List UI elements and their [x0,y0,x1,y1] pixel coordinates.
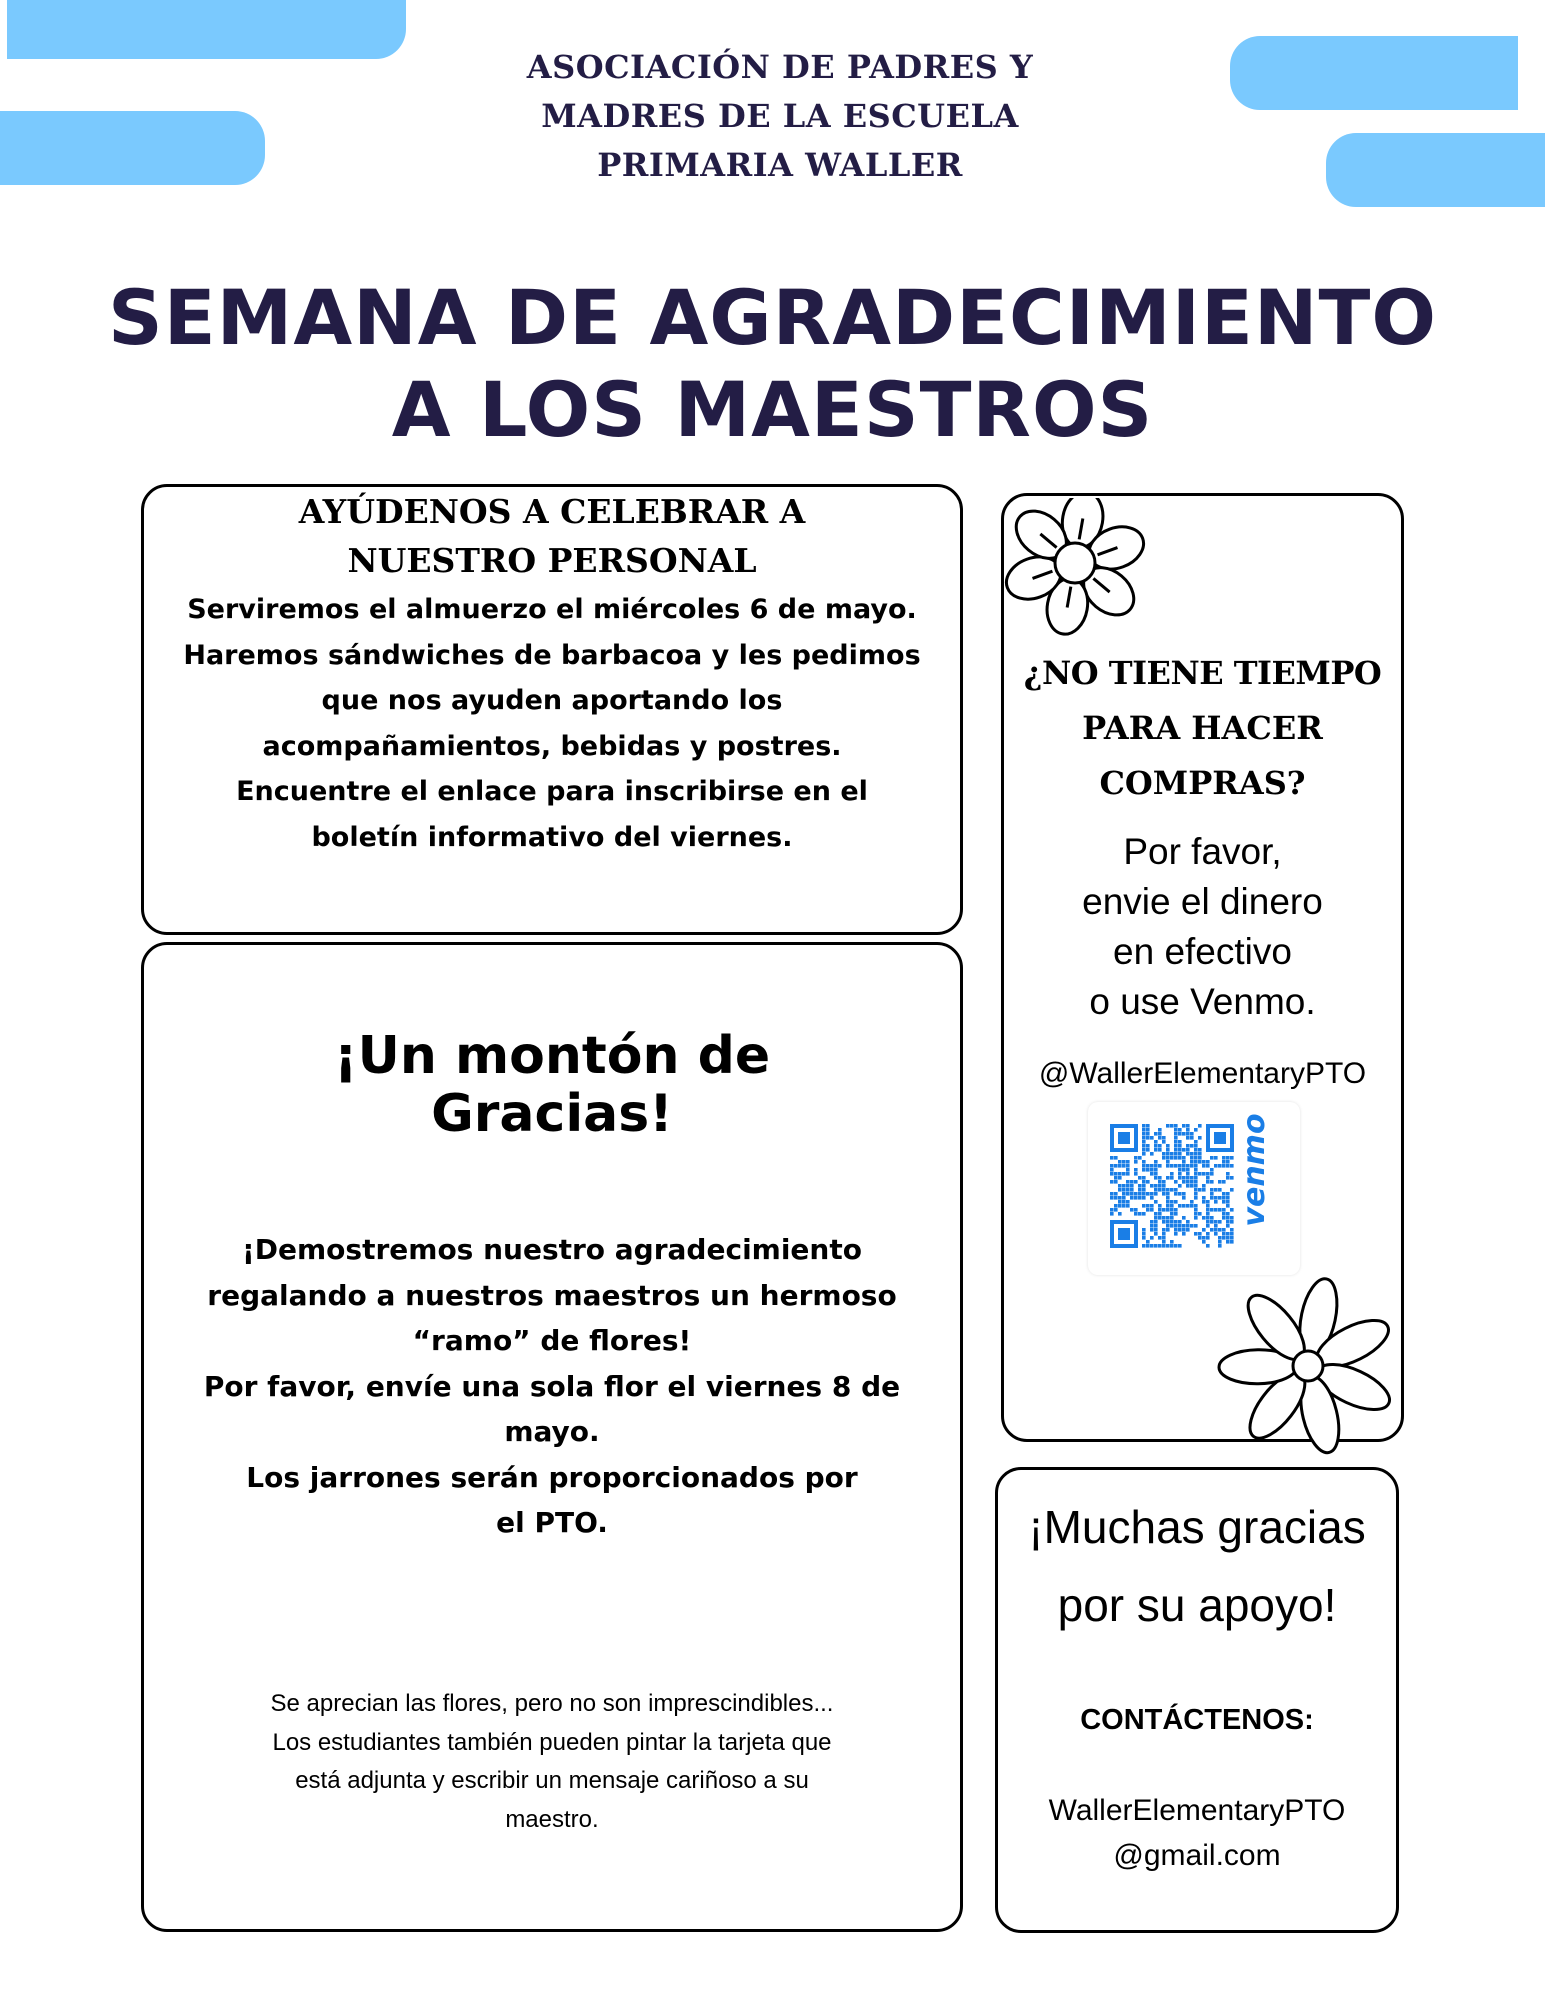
flowers-body-line: Los jarrones serán proporcionados por [246,1460,858,1494]
org-line: MADRES DE LA ESCUELA [541,97,1019,135]
flowers-body [144,1227,960,1546]
contact-email[interactable] [998,1788,1396,1878]
flower-center [1055,543,1095,583]
venmo-heading-line: COMPRAS? [1099,764,1306,802]
flowers-heading-line: Gracias! [431,1084,673,1144]
flower-outline-icon [1000,498,1150,648]
flowers-body-line: Por favor, envíe una sola flor el viernes 8 de [203,1369,901,1403]
flowers-body-line: ¡Demostremos nuestro agradecimiento [242,1233,862,1266]
org-line: ASOCIACIÓN DE PADRES Y [526,48,1034,86]
venmo-logo: venmo [1237,1113,1272,1227]
lunch-body-line: Haremos sándwiches de barbacoa y les pedimos [183,639,921,671]
flowers-note-line: Se aprecian las flores, pero no son imprescindibles... [270,1690,834,1717]
contact-label: CONTÁCTENOS: [1080,1704,1314,1736]
thanks-line: ¡Muchas gracias [1028,1501,1366,1553]
flowers-heading [144,1027,960,1143]
flowers-body-line: el PTO. [496,1506,608,1539]
lunch-body-line: boletín informativo del viernes. [311,821,793,853]
flowers-body-line: regalando a nuestros maestros un hermoso [207,1278,897,1312]
thanks-message [992,1488,1402,1644]
venmo-heading-line: PARA HACER [1082,709,1323,747]
page-title [60,272,1485,456]
email-line: WallerElementaryPTO [1048,1794,1346,1827]
lunch-heading-line: NUESTRO PERSONAL [347,541,757,580]
venmo-heading [998,646,1407,811]
org-line: PRIMARIA WALLER [597,146,963,184]
lunch-body-line: que nos ayuden aportando los [321,685,783,716]
organization-name [420,43,1140,190]
venmo-handle[interactable]: @WallerElementaryPTO [1038,1057,1367,1090]
flower-center [1293,1351,1323,1381]
flowers-note-line: está adjunta y escribir un mensaje cariñoso a su [295,1767,809,1794]
decor-bar-mid-right [1326,133,1545,207]
qr-code-icon [1110,1124,1234,1248]
decor-bar-mid-left [0,111,265,185]
venmo-body-line: en efectivo [1113,931,1292,972]
venmo-body-line: envie el dinero [1082,881,1323,922]
decor-bar-top-left [7,0,406,59]
lunch-body-line: acompañamientos, bebidas y postres. [262,730,842,762]
lunch-heading [144,487,960,585]
email-line: @gmail.com [1113,1839,1281,1872]
flowers-body-line: “ramo” de flores! [412,1324,692,1357]
flowers-heading-line: ¡Un montón de [333,1026,771,1086]
decor-bar-top-right [1230,36,1518,110]
flowers-info-box [141,942,963,1932]
lunch-info-box [141,484,963,935]
flowers-body-line: mayo. [504,1415,600,1448]
lunch-body-line: Serviremos el almuerzo el miércoles 6 de mayo. [187,594,917,625]
flower-outline-icon [1205,1268,1405,1468]
lunch-heading-line: AYÚDENOS A CELEBRAR A [298,492,806,531]
venmo-qr-card[interactable] [1088,1102,1300,1275]
lunch-body-line: Encuentre el enlace para inscribirse en el [236,776,868,807]
venmo-heading-line: ¿NO TIENE TIEMPO [1023,654,1382,692]
flowers-note [144,1685,960,1839]
flowers-note-line: maestro. [505,1805,599,1833]
title-line: SEMANA DE AGRADECIMIENTO [108,273,1437,362]
thanks-line: por su apoyo! [1057,1579,1337,1631]
flowers-note-line: Los estudiantes también pueden pintar la tarjeta que [272,1728,832,1756]
venmo-body-line: Por favor, [1123,831,1282,872]
venmo-body [1004,827,1401,1027]
venmo-body-line: o use Venmo. [1089,981,1316,1022]
title-line: A LOS MAESTROS [391,365,1154,454]
lunch-body [144,587,960,860]
thanks-contact-box [995,1467,1399,1933]
